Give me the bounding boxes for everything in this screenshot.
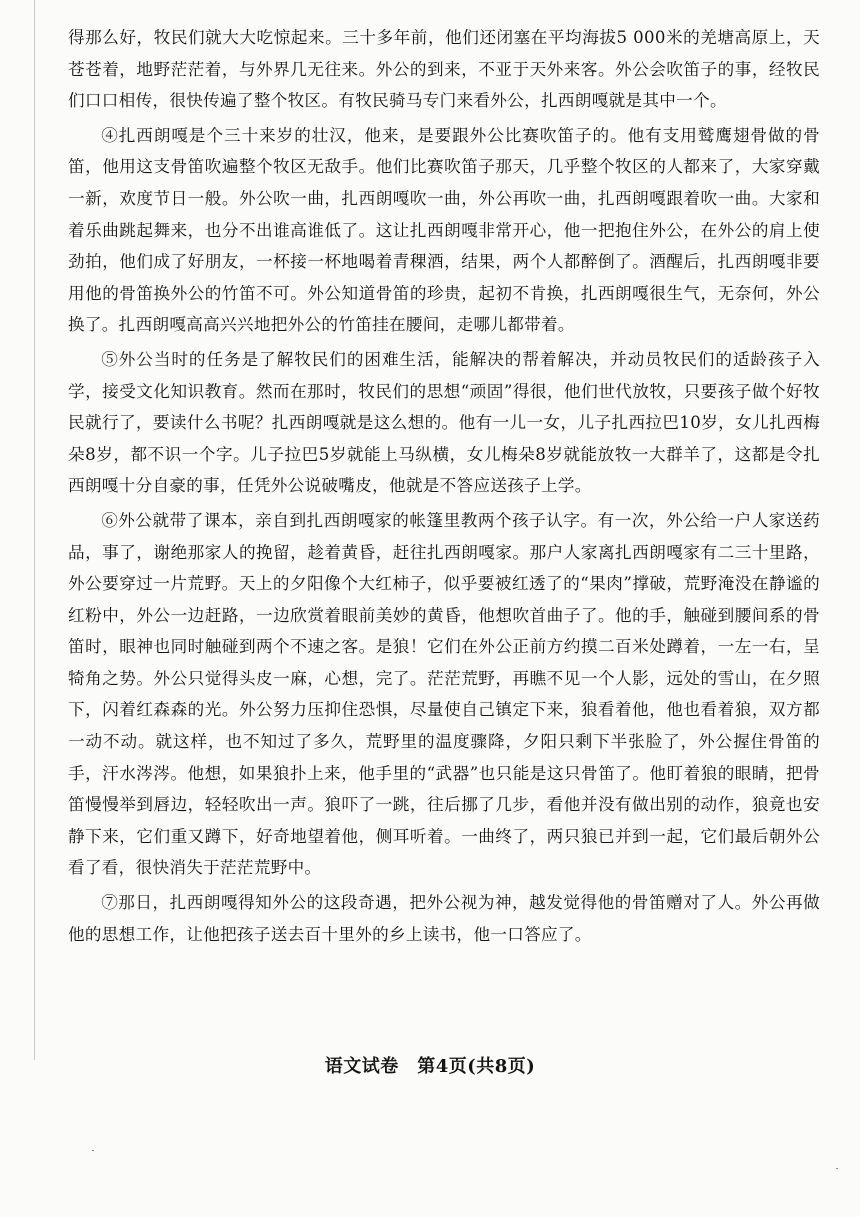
paragraph-4: ④扎西朗嘎是个三十来岁的壮汉，他来，是要跟外公比赛吹笛子的。他有支用鹫鹰翅骨做的骨笛，他用这支骨笛吹遍整个牧区无敌手。他们比赛吹笛子那天，几乎整个牧区的人都来了，大家穿戴一新，欢度节日一般。外公吹一曲，扎西朗嘎吹一曲，外公再吹一曲，扎西朗嘎跟着吹一曲。大家和着乐曲跳起舞来，也分不出谁高谁低了。这让扎西朗嘎非常开心，他一把抱住外公，在外公的肩上使劲拍，他们成了好朋友，一杯接一杯地喝着青稞酒，结果，两个人都醉倒了。酒醒后，扎西朗嘎非要用他的骨笛换外公的竹笛不可。外公知道骨笛的珍贵，起初不肯换，扎西朗嘎很生气，无奈何，外公换了。扎西朗嘎高高兴兴地把外公的竹笛挂在腰间，走哪儿都带着。 [68, 125, 820, 335]
paragraph-continued: 得那么好，牧民们就大大吃惊起来。三十多年前，他们还闭塞在平均海拔5 000米的羌塘高原上，天苍苍着，地野茫茫着，与外界几无往来。外公的到来，不亚于天外来客。外公会吹笛子的事，经牧民们口口相传，很快传遍了整个牧区。有牧民骑马专门来看外公，扎西朗嘎就是其中一个。 [68, 28, 820, 111]
page-footer: 语文试卷 第4页(共8页) [324, 1056, 536, 1077]
binding-margin-line [34, 0, 35, 1060]
paragraph-6: ⑥外公就带了课本，亲自到扎西朗嘎家的帐篷里教两个孩子认字。有一次，外公给一户人家送药品，事了，谢绝那家人的挽留，趁着黄昏，赶往扎西朗嘎家。那户人家离扎西朗嘎家有二三十里路，外公要穿过一片荒野。天上的夕阳像个大红柿子，似乎要被红透了的“果肉”撑破，荒野淹没在静谧的红粉中，外公一边赶路，一边欣赏着眼前美妙的黄昏，他想吹首曲子了。他的手，触碰到腰间系的骨笛时，眼神也同时触碰到两个不速之客。是狼！它们在外公正前方约摸二百米处蹲着，一左一右，呈犄角之势。外公只觉得头皮一麻，心想，完了。茫茫荒野，再瞧不见一个人影，远处的雪山，在夕照下，闪着红森森的光。外公努力压抑住恐惧，尽量使自己镇定下来，狼看着他，他也看着狼，双方都一动不动。就这样，也不知过了多久，荒野里的温度骤降，夕阳只剩下半张脸了，外公握住骨笛的手，汗水涔涔。他想，如果狼扑上来，他手里的“武器”也只能是这只骨笛了。他盯着狼的眼睛，把骨笛慢慢举到唇边，轻轻吹出一声。狼吓了一跳，往后挪了几步，看他并没有做出别的动作，狼竟也安静下来，它们重又蹲下，好奇地望着他，侧耳听着。一曲终了，两只狼已并到一起，它们最后朝外公看了看，很快消失于茫茫荒野中。 [68, 510, 820, 878]
paragraph-5: ⑤外公当时的任务是了解牧民们的困难生活，能解决的帮着解决，并动员牧民们的适龄孩子入学，接受文化知识教育。然而在那时，牧民们的思想“顽固”得很，他们世代放牧，只要孩子做个好牧民就行了，要读什么书呢？扎西朗嘎就是这么想的。他有一儿一女，儿子扎西拉巴10岁，女儿扎西梅朵8岁，都不识一个字。儿子拉巴5岁就能上马纵横，女儿梅朵8岁就能放牧一大群羊了，这都是令扎西朗嘎十分自豪的事，任凭外公说破嘴皮，他就是不答应送孩子上学。 [68, 349, 820, 496]
reading-passage [68, 22, 820, 953]
scan-speck [92, 1150, 94, 1151]
paragraph-7: ⑦那日，扎西朗嘎得知外公的这段奇遇，把外公视为神，越发觉得他的骨笛赠对了人。外公再做他的思想工作，让他把孩子送去百十里外的乡上读书，他一口答应了。 [68, 893, 820, 944]
scan-speck [836, 1168, 838, 1169]
